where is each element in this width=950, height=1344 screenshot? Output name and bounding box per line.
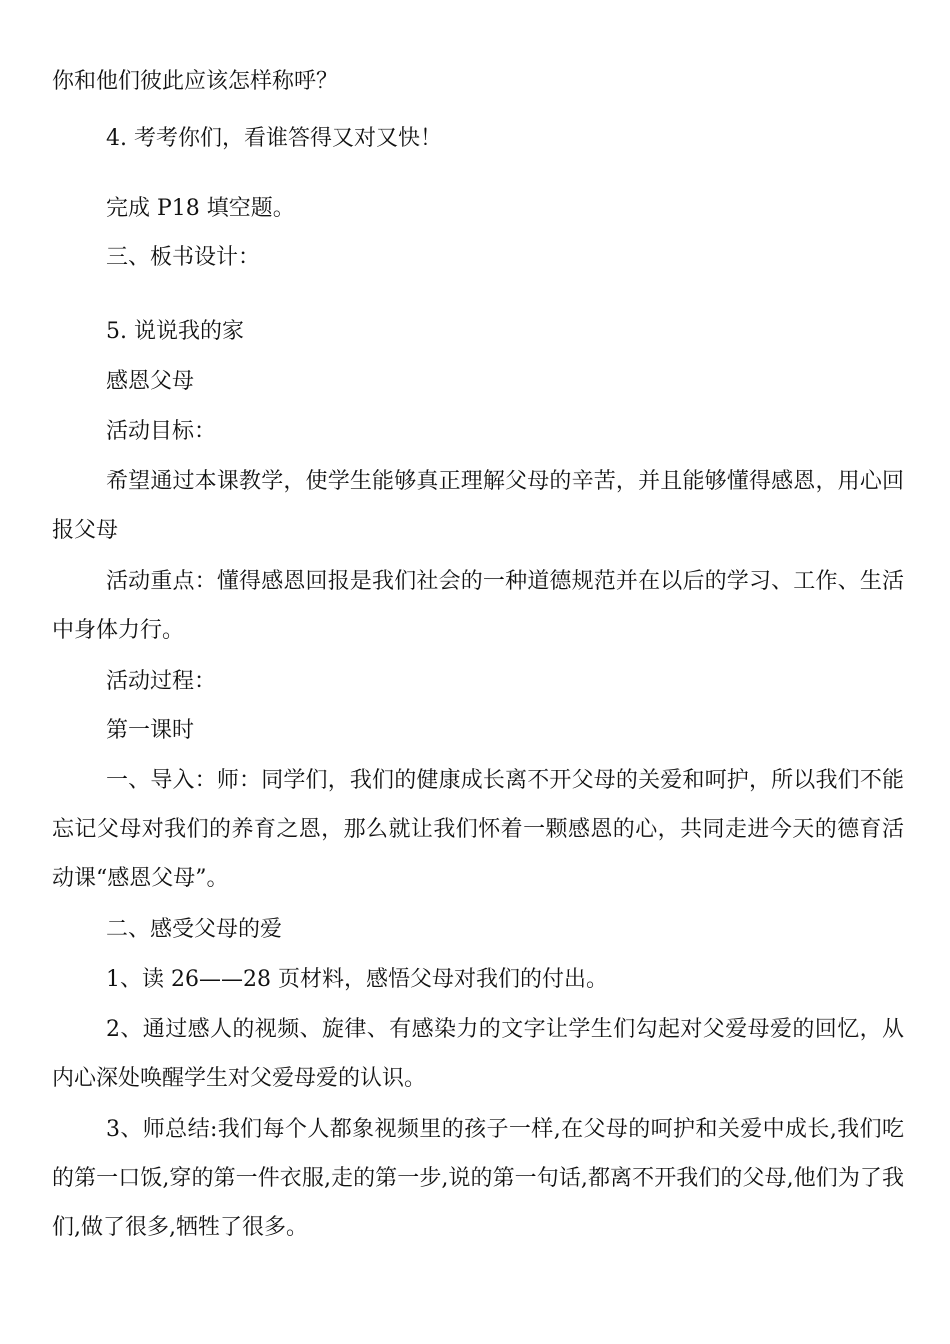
activity-goal-text: 希望通过本课教学，使学生能够真正理解父母的辛苦，并且能够懂得感恩，用心回报父母: [52, 469, 904, 543]
first-lesson-heading: 第一课时: [106, 718, 195, 743]
section-heading-feel-love: 二、感受父母的爱: [106, 917, 283, 942]
paragraph-fill-blank-task: 完成 P18 填空题。: [106, 196, 295, 221]
activity-process-heading: 活动过程：: [106, 669, 217, 694]
step-1-reading: 1、读 26——28 页材料，感悟父母对我们的付出。: [106, 967, 608, 992]
step-2-video: 2、通过感人的视频、旋律、有感染力的文字让学生们勾起对父爱母爱的回忆，从内心深处唤醒学生对父爱母爱的认识。: [52, 1017, 904, 1091]
activity-goal-heading: 活动目标：: [106, 419, 217, 444]
section-heading-board-design: 三、板书设计：: [106, 245, 261, 270]
step-3-summary: 3、师总结:我们每个人都象视频里的孩子一样,在父母的呵护和关爱中成长,我们吃的第一口饭,穿的第一件衣服,走的第一步,说的第一句话,都离不开我们的父母,他们为了我们,做了很多,牺牲了很多。: [52, 1117, 904, 1240]
paragraph-quiz-prompt: 4. 考考你们，看谁答得又对又快！: [106, 126, 442, 151]
activity-focus-text: 活动重点：懂得感恩回报是我们社会的一种道德规范并在以后的学习、工作、生活中身体力行。: [52, 569, 904, 643]
board-lesson-title: 5. 说说我的家: [106, 319, 244, 344]
activity-title: 感恩父母: [106, 369, 195, 394]
paragraph-question-addressing: 你和他们彼此应该怎样称呼？: [52, 69, 339, 94]
introduction-paragraph: 一、导入：师：同学们，我们的健康成长离不开父母的关爱和呵护，所以我们不能忘记父母对我们的养育之恩，那么就让我们怀着一颗感恩的心，共同走进今天的德育活动课“感恩父母”。: [52, 768, 904, 891]
